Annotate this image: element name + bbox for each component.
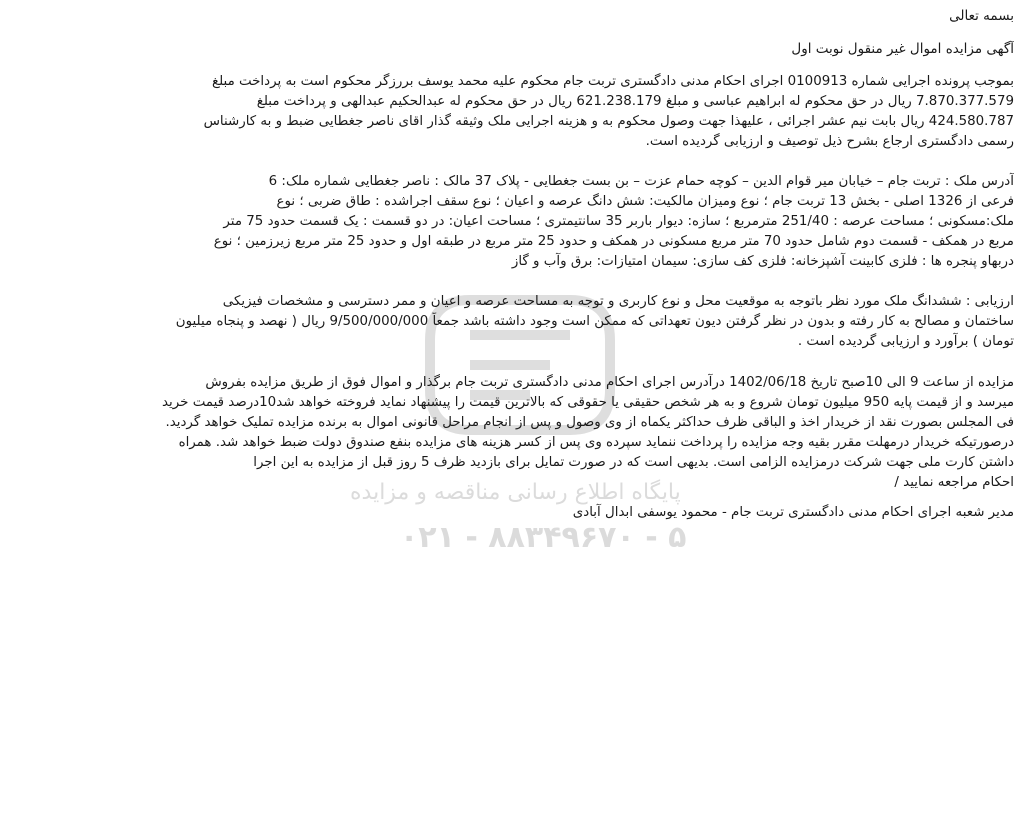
valuation-line: تومان ) برآورد و ارزیابی گردیده است . <box>797 334 1014 349</box>
body-line: 424.580.787 ریال بابت نیم عشر اجرائی ، علیهذا جهت وصول محکوم به و هزینه اجرایی ملک وثیقه گذار اقای ناصر جغطایی ضبط و به کارشناس <box>203 114 1014 129</box>
body-line: 7.870.377.579 ریال در حق محکوم له ابراهیم عباسی و مبلغ 621.238.179 ریال در حق محکوم له عبدالحکیم عبدالهی و پرداخت مبلغ <box>256 94 1014 109</box>
property-line: ملک:مسکونی ؛ مساحت عرصه : 251/40 مترمربع ؛ سازه: دیوار باربر 35 سانتیمتری ؛ مساحت اعیان: در دو قسمت : یک قسمت حدود 75 متر <box>223 214 1014 229</box>
property-line: فرعی از 1326 اصلی - بخش 13 تربت جام ؛ نوع ومیزان مالکیت: شش دانگ عرصه و اعیان ؛ نوع سقف اجراشده : طاق ضربی ؛ نوع <box>276 194 1014 209</box>
property-line: دربهاو پنجره ها : فلزی کابینت آشپزخانه: فلزی کف سازی: سیمان امتیازات: برق وآب و گاز <box>511 254 1014 269</box>
watermark-phone: ۰۲۱ - ۸۸۳۴۹۶۷۰ - ۵ <box>400 520 687 555</box>
watermark-text: پایگاه اطلاع رسانی مناقصه و مزایده <box>350 480 681 505</box>
auction-terms-line: مزایده از ساعت 9 الی 10صبح تاریخ 1402/06/18 درآدرس اجرای احکام مدنی دادگستری تربت جام برگذار و اموال فوق از طریق مزایده بفروش <box>205 375 1014 390</box>
auction-terms-line: احکام مراجعه نمایید / <box>894 475 1014 490</box>
bismillah-heading: بسمه تعالی <box>949 8 1014 24</box>
auction-terms-line: میرسد و از قیمت پایه 950 میلیون تومان شروع و به هر شخص حقیقی یا حقوقی که بالاترین قیمت را پیشنهاد نماید فروخته خواهد شد10درصد قیمت خرید <box>162 395 1014 410</box>
valuation-line: ارزیابی : ششدانگ ملک مورد نظر باتوجه به موقعیت محل و نوع کاربری و توجه به مساحت عرصه و اعیان و ممر دسترسی و مشخصات فیزیکی <box>222 294 1014 309</box>
auction-terms-line: فی المجلس بصورت نقد از خریدار اخذ و الباقی ظرف حداکثر یکماه از وی وصول و پس از انجام مراحل قانونی اموال به برنده مزایده تملیک خواهد گردید. <box>165 415 1014 430</box>
auction-terms-line: داشتن کارت ملی جهت شرکت درمزایده الزامی است. بدیهی است که در صورت تمایل برای بازدید ظرف 5 روز قبل از مزایده به این اجرا <box>253 455 1014 470</box>
signature-line: مدیر شعبه اجرای احکام مدنی دادگستری تربت جام - محمود یوسفی ابدال آبادی <box>572 505 1014 520</box>
valuation-line: ساختمان و مصالح به کار رفته و بدون در نظر گرفتن دیون تعهداتی که ممکن است وجود داشته باشد جمعاً 9/500/000/000 ریال ( نهصد و پنجاه میلیون <box>175 314 1014 329</box>
auction-terms-line: درصورتیکه خریدار درمهلت مقرر بقیه وجه مزایده را پرداخت ننماید سپرده وی پس از کسر هزینه های مزایده بنفع صندوق دولت ضبط خواهد شد. همراه <box>178 435 1014 450</box>
notice-title: آگهی مزایده اموال غیر منقول نوبت اول <box>791 41 1014 57</box>
property-line: آدرس ملک : تربت جام – خیابان میر قوام الدین – کوچه حمام عزت – بن بست جغطایی - پلاک 37 مالک : ناصر جغطایی شماره ملک: 6 <box>268 174 1014 189</box>
body-line: بموجب پرونده اجرایی شماره 0100913 اجرای احکام مدنی دادگستری تربت جام محکوم علیه محمد یوسف بررزگر محکوم است به پرداخت مبلغ <box>211 74 1014 89</box>
body-line: رسمی دادگستری ارجاع بشرح ذیل توصیف و ارزیابی گردیده است. <box>645 134 1014 149</box>
property-line: مربع در همکف - قسمت دوم شامل حدود 70 متر مربع مسکونی در همکف و حدود 25 متر مربع در طبقه اول و حدود 25 متر مربع زیرزمین ؛ نوع <box>213 234 1014 249</box>
